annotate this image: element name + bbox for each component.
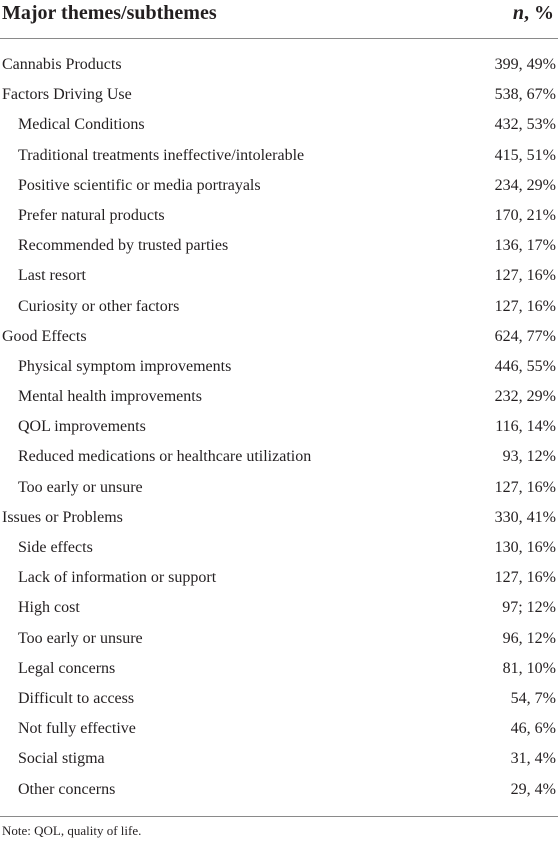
row-label: Good Effects	[2, 327, 87, 345]
row-value: 330, 41%	[494, 508, 556, 526]
table-row-subtheme	[0, 383, 558, 413]
header-n-percent	[513, 2, 554, 25]
table-header	[0, 0, 558, 39]
row-value: 130, 16%	[494, 539, 556, 556]
row-value: 46, 6%	[510, 720, 556, 738]
table-row-subtheme	[0, 715, 558, 745]
table-row-subtheme	[0, 172, 558, 202]
table-row-subtheme	[0, 413, 558, 443]
row-label: Mental health improvements	[18, 388, 202, 406]
row-value: 54, 7%	[510, 689, 556, 707]
table-row-subtheme	[0, 776, 558, 806]
row-label: Not fully effective	[18, 720, 136, 738]
table-row-subtheme	[0, 685, 558, 715]
row-value: 127, 16%	[494, 297, 556, 315]
row-value: 399, 49%	[494, 56, 556, 73]
table-body	[0, 51, 558, 806]
row-label: Too early or unsure	[18, 629, 143, 647]
table-note: Note: QOL, quality of life.	[2, 823, 142, 838]
header-percent: , %	[524, 2, 554, 24]
row-value: 170, 21%	[494, 206, 556, 224]
row-label: Difficult to access	[18, 689, 135, 707]
table-row-subtheme	[0, 353, 558, 383]
row-label: Too early or unsure	[18, 478, 143, 496]
row-value: 415, 51%	[494, 146, 556, 164]
table-row-subtheme	[0, 625, 558, 655]
row-label: Positive scientific or media portrayals	[18, 176, 261, 194]
row-label: Lack of information or support	[18, 569, 217, 587]
row-label: High cost	[18, 599, 80, 617]
table-row-theme	[0, 81, 558, 111]
row-label: Medical Conditions	[18, 116, 145, 134]
table-row-subtheme	[0, 564, 558, 594]
table-row-subtheme	[0, 534, 558, 564]
row-value: 93, 12%	[502, 448, 556, 466]
row-value: 127, 16%	[494, 569, 556, 587]
row-value: 96, 12%	[502, 629, 556, 647]
row-label: Issues or Problems	[2, 508, 123, 526]
table-row-subtheme	[0, 655, 558, 685]
table-row-subtheme	[0, 262, 558, 292]
table-row-subtheme	[0, 443, 558, 473]
table-row-theme	[0, 504, 558, 534]
row-value: 538, 67%	[494, 86, 556, 104]
row-label: Other concerns	[18, 780, 116, 798]
row-label: Physical symptom improvements	[18, 357, 232, 375]
row-value: 116, 14%	[495, 418, 556, 436]
row-label: Prefer natural products	[18, 206, 165, 224]
row-label: Side effects	[18, 539, 93, 556]
table-row-subtheme	[0, 474, 558, 504]
table-row-theme	[0, 323, 558, 353]
row-value: 232, 29%	[494, 388, 556, 406]
row-value: 31, 4%	[510, 750, 556, 768]
row-label: Reduced medications or healthcare utilization	[18, 448, 312, 466]
row-value: 127, 16%	[494, 267, 556, 285]
row-label: Cannabis Products	[2, 56, 122, 73]
row-value: 234, 29%	[494, 176, 556, 194]
table-footer-rule	[0, 816, 558, 817]
table-row-subtheme	[0, 745, 558, 775]
row-label: Curiosity or other factors	[18, 297, 180, 315]
row-label: Traditional treatments ineffective/intolerable	[18, 146, 305, 164]
table-row-subtheme	[0, 142, 558, 172]
table-row-subtheme	[0, 111, 558, 141]
row-value: 97; 12%	[502, 599, 556, 617]
row-value: 127, 16%	[494, 478, 556, 496]
table-row-subtheme	[0, 232, 558, 262]
row-label: Last resort	[18, 267, 86, 285]
row-label: Social stigma	[18, 750, 105, 768]
row-label: Factors Driving Use	[2, 86, 132, 104]
table-row-theme	[0, 51, 558, 81]
table-row-subtheme	[0, 594, 558, 624]
row-label: QOL improvements	[18, 418, 146, 436]
table-row-subtheme	[0, 202, 558, 232]
row-value: 432, 53%	[494, 116, 556, 134]
row-value: 136, 17%	[494, 237, 556, 255]
row-value: 29, 4%	[510, 780, 556, 798]
row-value: 446, 55%	[494, 357, 556, 375]
header-theme: Major themes/subthemes	[2, 2, 217, 24]
row-value: 81, 10%	[502, 659, 556, 677]
row-value: 624, 77%	[494, 327, 556, 345]
row-label: Recommended by trusted parties	[18, 237, 229, 255]
header-n: n	[512, 2, 524, 24]
table-row-subtheme	[0, 293, 558, 323]
row-label: Legal concerns	[18, 659, 116, 677]
